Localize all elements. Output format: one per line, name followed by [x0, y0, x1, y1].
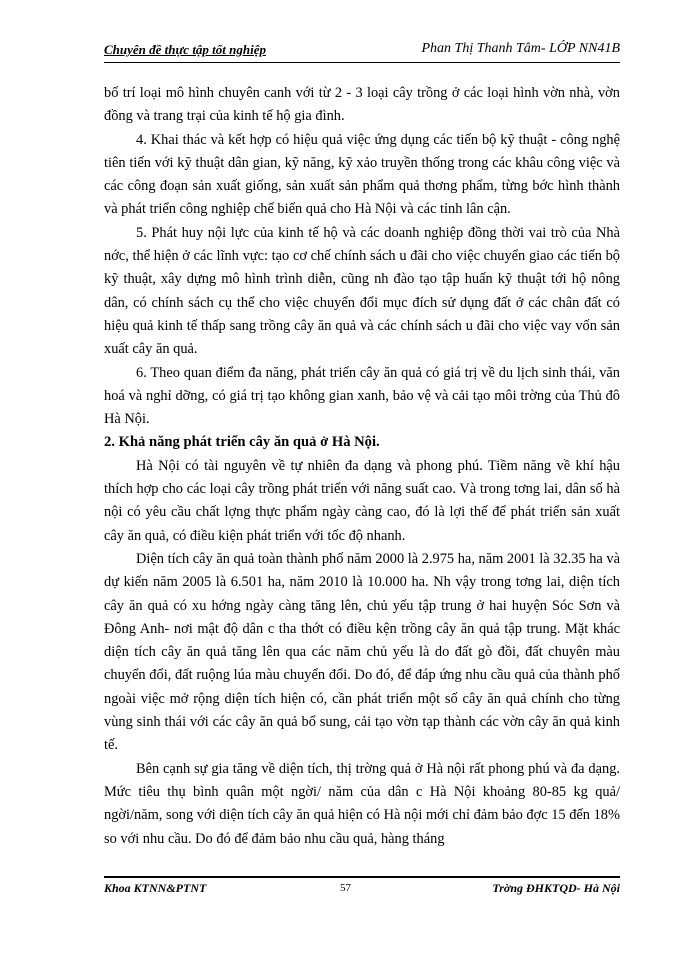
paragraph-item-6: 6. Theo quan điểm đa năng, phát triển cây ăn quả có giá trị về du lịch sinh thái, văn hoá và nghỉ dỡng, có giá trị tạo không gian xanh, bảo vệ và cải tạo môi trờng của Thủ đô Hà Nội. — [104, 364, 620, 428]
footer-faculty: Khoa KTNN&PTNT — [104, 881, 207, 895]
section-heading: 2. Khả năng phát triển cây ăn quả ở Hà Nội. — [104, 434, 380, 451]
section-paragraph-3: Bên cạnh sự gia tăng về diện tích, thị trờng quả ở Hà nội rất phong phú và đa dạng. Mức tiêu thụ bình quân một ngời/ năm của dân c Hà Nội khoảng 80-85 kg quả/ ngời/năm, song với diện tích cây ăn quả hiện có Hà nội mới chỉ đảm bảo đợc 15 đến 18% so với nhu cầu. Do đó để đảm bảo nhu cầu quả, hàng tháng — [104, 760, 620, 847]
section-paragraph-2: Diện tích cây ăn quả toàn thành phố năm 2000 là 2.975 ha, năm 2001 là 32.35 ha và dự kiến năm 2005 là 6.501 ha, năm 2010 là 10.000 ha. Nh vậy trong tơng lai, diện tích cây ăn quả có xu hớng ngày càng tăng lên, chủ yếu tập trung ở hai huyện Sóc Sơn và Đông Anh- nơi mật độ dân c tha thớt có điều kện trồng cây ăn quả tập trung. Mặt khác diện tích cây ăn quả tăng lên qua các năm chủ yếu là do đất gò đồi, đất chuyên màu chuyển đổi, đất ruộng lúa màu chuyển đổi. Do đó, để đáp ứng nhu cầu quả của thành phố ngoài việc mở rộng diện tích hiện có, cần phát triển một số cây ăn quả chính cho từng vùng sinh thái với các cây ăn quả bổ sung, cải tạo vờn tạp thành các vờn cây ăn quả kinh tế. — [104, 550, 620, 754]
section-paragraph-1: Hà Nội có tài nguyên về tự nhiên đa dạng và phong phú. Tiềm năng về khí hậu thích hợp cho các loại cây trồng phát triển với năng suất cao. Và trong tơng lai, dân số hà nội có yêu cầu chất lợng thực phẩm ngày càng cao, đó là lợi thế để phát triển sản xuất cây ăn quả, có điều kiện phát triển với tốc độ nhanh. — [104, 457, 620, 544]
document-body — [104, 82, 620, 851]
paragraph-continuation: bố trí loại mô hình chuyên canh với từ 2 - 3 loại cây trồng ở các loại hình vờn nhà, vờn đồng và trang trại của kinh tế hộ gia đình. — [104, 85, 620, 125]
paragraph-item-4: 4. Khai thác và kết hợp có hiệu quả việc ứng dụng các tiến bộ kỹ thuật - công nghệ tiên tiến với kỹ thuật dân gian, kỹ năng, kỹ xảo truyền thống trong các khâu công việc và các công đoạn sản xuất giống, sản xuất sản phẩm quả thơng phẩm, từng bớc hình thành và phát triển công nghiệp chế biến quả cho Hà Nội và các tỉnh lân cận. — [104, 131, 620, 218]
page-number: 57 — [340, 882, 351, 894]
paragraph-item-5: 5. Phát huy nội lực của kinh tế hộ và các doanh nghiệp đồng thời vai trò của Nhà nớc, thể hiện ở các lĩnh vực: tạo cơ chế chính sách u đãi cho việc chuyển giao các tiến bộ kỹ thuật, xây dựng mô hình trình diễn, cũng nh đào tạo tập huấn kỹ thuật tới hộ nông dân, có chính sách cụ thể cho việc chuyển đổi mục đích sử dụng đất ở các chân đất có hiệu quả kinh tế thấp sang trồng cây ăn quả và các chính sách u đãi cho việc vay vốn sản xuất cây ăn quả. — [104, 224, 620, 358]
header-author-class: Phan Thị Thanh Tâm- LỚP NN41B — [421, 41, 620, 56]
header-document-title: Chuyên đề thực tập tốt nghiệp — [104, 42, 266, 57]
page-footer — [104, 876, 620, 898]
footer-university: Trờng ĐHKTQD- Hà Nội — [492, 881, 620, 895]
page-header — [104, 40, 620, 63]
